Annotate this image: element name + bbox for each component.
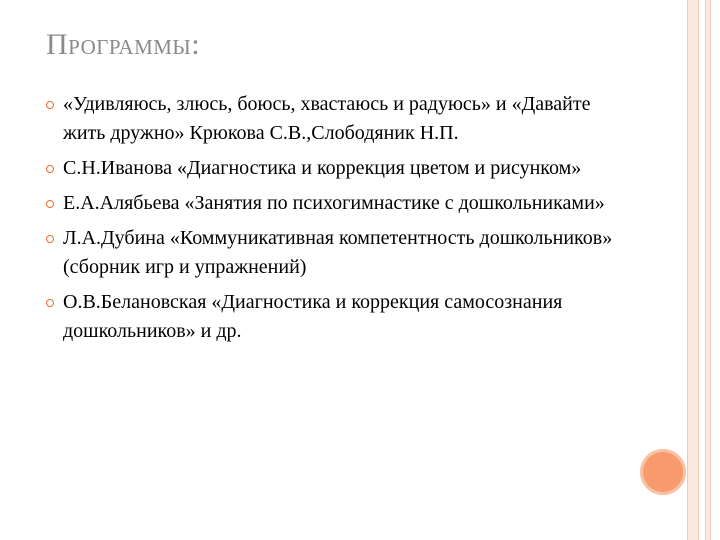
list-item — [46, 90, 636, 148]
list-item — [46, 224, 636, 282]
decorative-circle — [640, 449, 686, 495]
list-item-text: Е.А.Алябьева «Занятия по психогимнастике с дошкольниками» — [63, 192, 605, 214]
list-item-text: «Удивляюсь, злюсь, боюсь, хвастаюсь и радуюсь» и «Давайте жить дружно» Крюкова С.В.,Слободяник Н.П. — [63, 93, 591, 144]
bullet-icon — [46, 101, 54, 109]
decorative-stripe — [687, 0, 699, 540]
list-item — [46, 154, 636, 183]
list-item — [46, 189, 636, 218]
list-item-text: О.В.Белановская «Диагностика и коррекция самосознания дошкольников» и др. — [63, 291, 563, 342]
bullet-icon — [46, 165, 54, 173]
list-item-text: С.Н.Иванова «Диагностика и коррекция цветом и рисунком» — [63, 157, 582, 179]
bullet-icon — [46, 235, 54, 243]
list-item — [46, 288, 636, 346]
slide-title: Программы: — [46, 28, 201, 61]
decorative-stripe-thin — [705, 0, 711, 540]
bullet-icon — [46, 299, 54, 307]
bullet-icon — [46, 200, 54, 208]
list-item-text: Л.А.Дубина «Коммуникативная компетентность дошкольников» (сборник игр и упражнений) — [63, 227, 613, 278]
bullet-list — [46, 90, 636, 352]
